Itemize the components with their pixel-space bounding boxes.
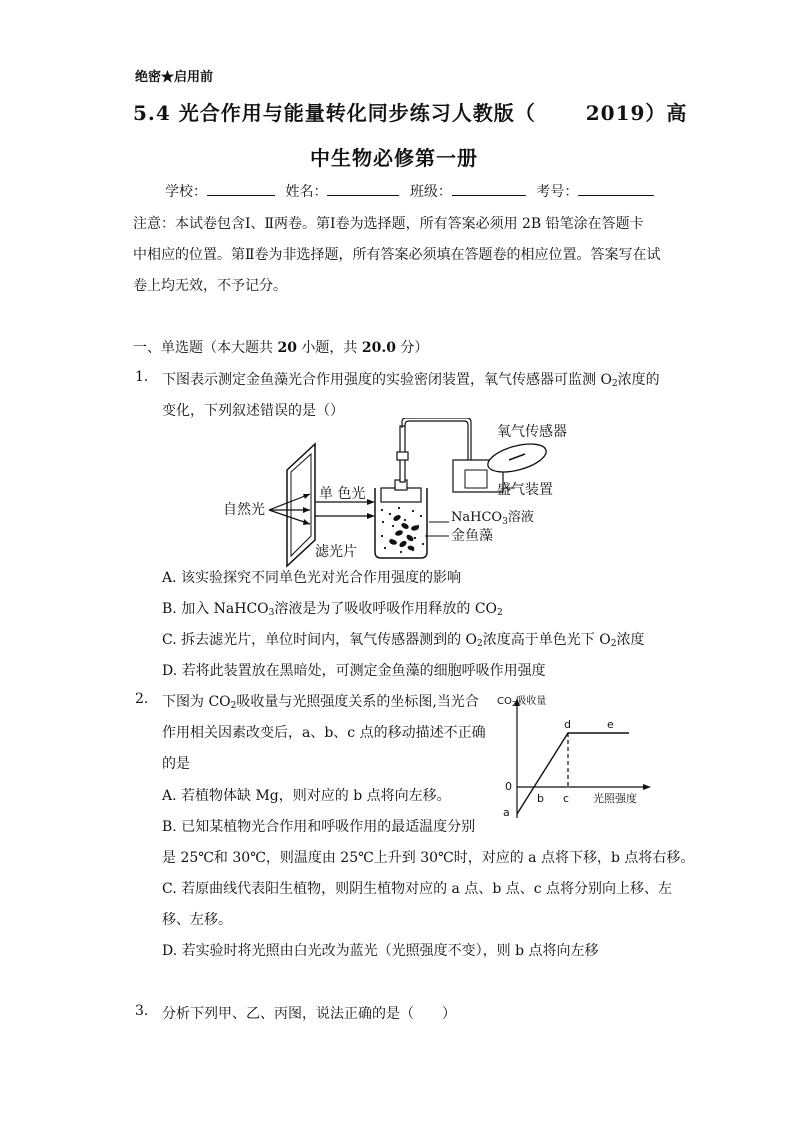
- algae-label: 金鱼藻: [451, 528, 493, 544]
- number-blank[interactable]: [578, 183, 654, 196]
- number-label: 考号：: [536, 184, 579, 200]
- q3-stem: 分析下列甲、乙、丙图，说法正确的是（ ）: [162, 1006, 456, 1022]
- q2-stem-line2: 作用相关因素改变后，a、b、c 点的移动描述不正确: [162, 725, 486, 741]
- q2-option-c-line1[interactable]: C. 若原曲线代表阳生植物，则阴生植物对应的 a 点、b 点、c 点将分别向上移、左: [162, 881, 673, 897]
- q1-option-a[interactable]: A. 该实验探究不同单色光对光合作用强度的影响: [162, 570, 462, 586]
- title-part-a: 5.4 光合作用与能量转化同步练习人教版（: [133, 101, 536, 125]
- point-e-label: e: [607, 718, 614, 731]
- sensor-label: 氧气传感器: [497, 424, 567, 440]
- nahco3-label: NaHCO$_3$溶液: [451, 510, 534, 527]
- origin-label: 0: [505, 780, 512, 793]
- container-label: 盛气装置: [497, 482, 553, 498]
- connecting-pipe: [402, 418, 471, 460]
- q2-option-b-line2: 是 25℃和 30℃，则温度由 25℃上升到 30℃时，对应的 a 点将下移，b 点将右移。: [162, 850, 695, 866]
- point-b-label: b: [537, 792, 544, 805]
- q1-experiment-diagram: [215, 418, 595, 568]
- class-label: 班级：: [409, 184, 452, 200]
- student-info-row: [165, 181, 660, 201]
- q1-option-c[interactable]: C. 拆去滤光片，单位时间内，氧气传感器测到的 $O_2$浓度高于单色光下 $O_2$浓度: [162, 632, 645, 649]
- q1-option-d[interactable]: D. 若将此装置放在黑暗处，可测定金鱼藻的细胞呼吸作用强度: [162, 663, 546, 679]
- school-blank[interactable]: [207, 183, 275, 196]
- title-part-b: 2019）高: [585, 101, 688, 125]
- q1-stem-line1: 下图表示测定金鱼藻光合作用强度的实验密闭装置，氧气传感器可监测 $O_2$浓度的: [162, 372, 660, 389]
- notice-line1: 注意：本试卷包含Ⅰ、Ⅱ两卷。第Ⅰ卷为选择题，所有答案必须用 2B 铅笔涂在答题卡: [133, 216, 644, 232]
- school-label: 学校：: [165, 184, 207, 200]
- q2-stem-line1: 下图为 $CO_2$吸收量与光照强度关系的坐标图,当光合: [162, 694, 479, 711]
- q1-number: 1.: [135, 369, 149, 385]
- page-title-line2: 中生物必修第一册: [310, 146, 478, 170]
- point-c-label: c: [563, 792, 570, 805]
- q1-stem-line2: 变化，下列叙述错误的是（）: [162, 403, 344, 419]
- y-axis-label: $CO_2$吸收量: [497, 696, 547, 708]
- mono-light-label: 单 色光: [319, 486, 366, 502]
- q2-number: 2.: [135, 691, 149, 707]
- name-blank[interactable]: [327, 183, 399, 196]
- natural-light-label: 自然光: [223, 502, 265, 518]
- q2-option-d[interactable]: D. 若实验时将光照由白光改为蓝光（光照强度不变），则 b 点将向左移: [162, 943, 599, 959]
- q3-number: 3.: [135, 1003, 149, 1019]
- valve: [397, 452, 408, 460]
- secret-label: 绝密★启用前: [135, 70, 214, 85]
- notice-line2: 中相应的位置。第Ⅱ卷为非选择题，所有答案必须填在答题卷的相应位置。答案写在试: [133, 247, 661, 263]
- q1-option-b[interactable]: B. 加入 NaHCO$_3$溶液是为了吸收呼吸作用释放的 $CO_2$: [162, 601, 503, 618]
- name-label: 姓名：: [285, 184, 328, 200]
- filter-label: 滤光片: [315, 544, 357, 560]
- point-d-label: d: [564, 718, 571, 731]
- x-axis-label: 光照强度: [593, 792, 637, 805]
- oxygen-sensor: [485, 439, 549, 478]
- section-heading: 一、单选题（本大题共 20 小题，共 20.0 分）: [133, 340, 429, 356]
- q2-option-a[interactable]: A. 若植物体缺 Mg，则对应的 b 点将向左移。: [162, 788, 451, 804]
- gas-container-inner: [465, 470, 487, 488]
- class-blank[interactable]: [452, 183, 526, 196]
- page-title-line1: [133, 97, 687, 126]
- q2-option-b-line1[interactable]: B. 已知某植物光合作用和呼吸作用的最适温度分别: [162, 819, 476, 835]
- q2-stem-line3: 的是: [162, 756, 190, 772]
- q2-option-c-line2: 移、左移。: [162, 912, 232, 928]
- notice-line3: 卷上均无效，不予记分。: [133, 278, 287, 294]
- point-a-label: a: [503, 806, 510, 819]
- q2-co2-graph: [497, 690, 657, 825]
